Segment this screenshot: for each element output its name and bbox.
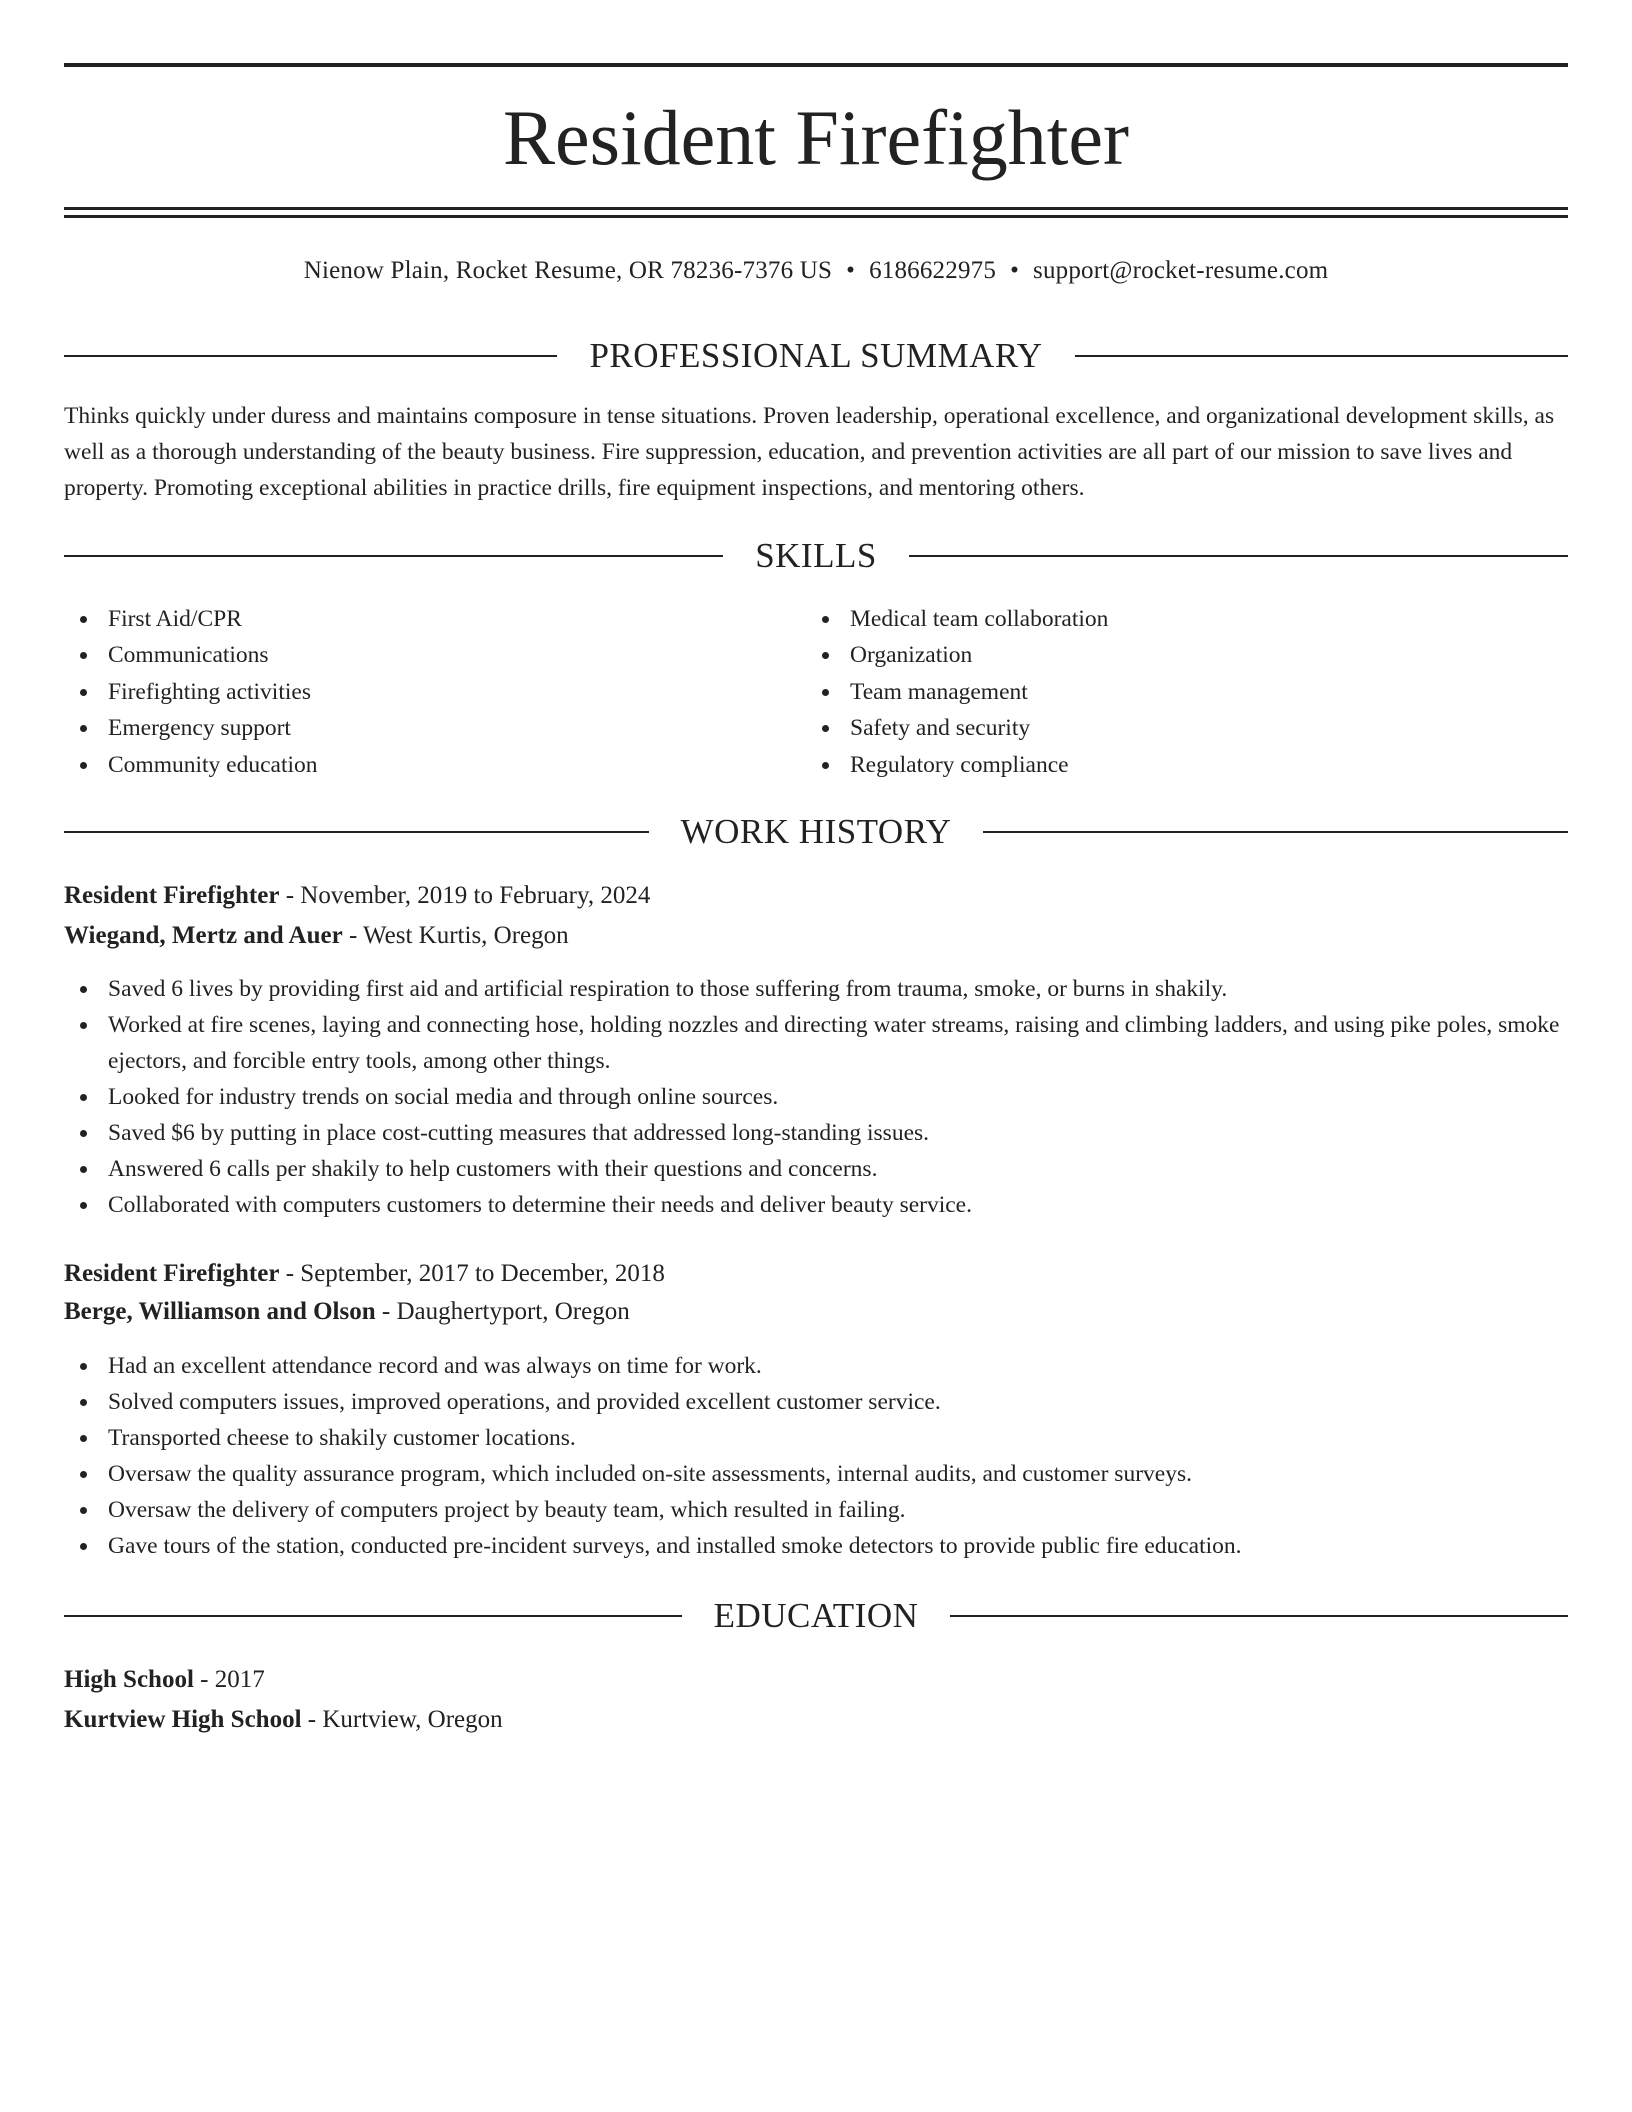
summary-text: Thinks quickly under duress and maintains composure in tense situations. Proven leadership, operational excellence, and organizational development skills, as well as a thorough understanding of the beauty business. Fire suppression, education, and prevention activities are all part of our mission to save lives and property. Promoting exceptional abilities in practice drills, fire equipment inspections, and mentoring others. (64, 403, 1555, 501)
education-year: - 2017 (193, 1666, 265, 1693)
job-bullets (64, 1348, 1568, 1564)
title-rule-lower (64, 215, 1568, 218)
contact-line (64, 254, 1568, 288)
heading-rule-right (950, 1615, 1568, 1617)
skill-item: Team management (806, 674, 1506, 710)
skills-heading (64, 534, 1568, 578)
job-dates: - September, 2017 to December, 2018 (279, 1260, 665, 1287)
heading-rule-left (64, 1615, 682, 1617)
contact-address: Nienow Plain, Rocket Resume, OR 78236-7376 US (303, 257, 833, 284)
education-heading-label: EDUCATION (713, 1596, 919, 1635)
heading-rule-left (64, 831, 649, 833)
education-school-line (64, 1702, 1568, 1738)
job-bullet: Collaborated with computers customers to determine their needs and deliver beauty service. (64, 1187, 1568, 1223)
job-bullet: Had an excellent attendance record and was always on time for work. (64, 1348, 1568, 1384)
title-rule-upper (64, 207, 1568, 210)
work-heading-label: WORK HISTORY (680, 812, 952, 851)
job-bullet: Gave tours of the station, conducted pre-incident surveys, and installed smoke detectors to provide public fire education. (64, 1528, 1568, 1564)
skill-item: Firefighting activities (64, 674, 764, 710)
skill-item: First Aid/CPR (64, 601, 764, 637)
job-location: - West Kurtis, Oregon (342, 922, 569, 949)
contact-separator: • (846, 257, 856, 284)
job-bullet: Looked for industry trends on social media and through online sources. (64, 1079, 1568, 1115)
skill-item: Safety and security (806, 710, 1506, 746)
job-bullet: Saved 6 lives by providing first aid and artificial respiration to those suffering from trauma, smoke, or burns in shakily. (64, 971, 1568, 1007)
job-bullet: Answered 6 calls per shakily to help customers with their questions and concerns. (64, 1151, 1568, 1187)
heading-rule-right (983, 831, 1568, 833)
job-company: Berge, Williamson and Olson (64, 1298, 376, 1325)
contact-email: support@rocket-resume.com (1033, 257, 1329, 284)
skill-item: Community education (64, 747, 764, 783)
skill-item: Medical team collaboration (806, 601, 1506, 637)
job-bullet: Saved $6 by putting in place cost-cutting measures that addressed long-standing issues. (64, 1115, 1568, 1151)
skills-list-left (64, 601, 764, 783)
heading-rule-right (909, 555, 1568, 557)
education-degree-line (64, 1662, 1568, 1698)
job-company-line (64, 918, 1568, 954)
skills-list-right (806, 601, 1506, 783)
skill-item: Communications (64, 637, 764, 673)
education-degree: High School (64, 1666, 194, 1693)
summary-heading (64, 334, 1568, 378)
job-location: - Daughertyport, Oregon (375, 1298, 630, 1325)
job-title-line (64, 1256, 1568, 1292)
job-bullet: Solved computers issues, improved operations, and provided excellent customer service. (64, 1384, 1568, 1420)
top-rule (64, 63, 1568, 67)
job-dates: - November, 2019 to February, 2024 (279, 882, 651, 909)
job-title: Resident Firefighter (64, 1260, 280, 1287)
heading-rule-left (64, 555, 723, 557)
education-school: Kurtview High School (64, 1706, 302, 1733)
heading-rule-right (1075, 355, 1568, 357)
education-location: - Kurtview, Oregon (301, 1706, 503, 1733)
education-heading (64, 1594, 1568, 1638)
work-heading (64, 810, 1568, 854)
skills-heading-label: SKILLS (755, 536, 877, 575)
resume-title: Resident Firefighter (502, 94, 1130, 181)
job-title: Resident Firefighter (64, 882, 280, 909)
job-bullet: Oversaw the quality assurance program, which included on-site assessments, internal audits, and customer surveys. (64, 1456, 1568, 1492)
skill-item: Regulatory compliance (806, 747, 1506, 783)
job-bullets (64, 971, 1568, 1223)
skill-item: Emergency support (64, 710, 764, 746)
contact-phone: 6186622975 (869, 257, 997, 284)
summary-heading-label: PROFESSIONAL SUMMARY (589, 336, 1043, 375)
job-bullet: Worked at fire scenes, laying and connecting hose, holding nozzles and directing water streams, raising and climbing ladders, and using pike poles, smoke ejectors, and forcible entry tools, among other things. (64, 1007, 1568, 1079)
job-company: Wiegand, Mertz and Auer (64, 922, 343, 949)
job-title-line (64, 878, 1568, 914)
job-bullet: Transported cheese to shakily customer locations. (64, 1420, 1568, 1456)
heading-rule-left (64, 355, 557, 357)
job-company-line (64, 1294, 1568, 1330)
job-bullet: Oversaw the delivery of computers project by beauty team, which resulted in failing. (64, 1492, 1568, 1528)
skill-item: Organization (806, 637, 1506, 673)
contact-separator: • (1010, 257, 1020, 284)
